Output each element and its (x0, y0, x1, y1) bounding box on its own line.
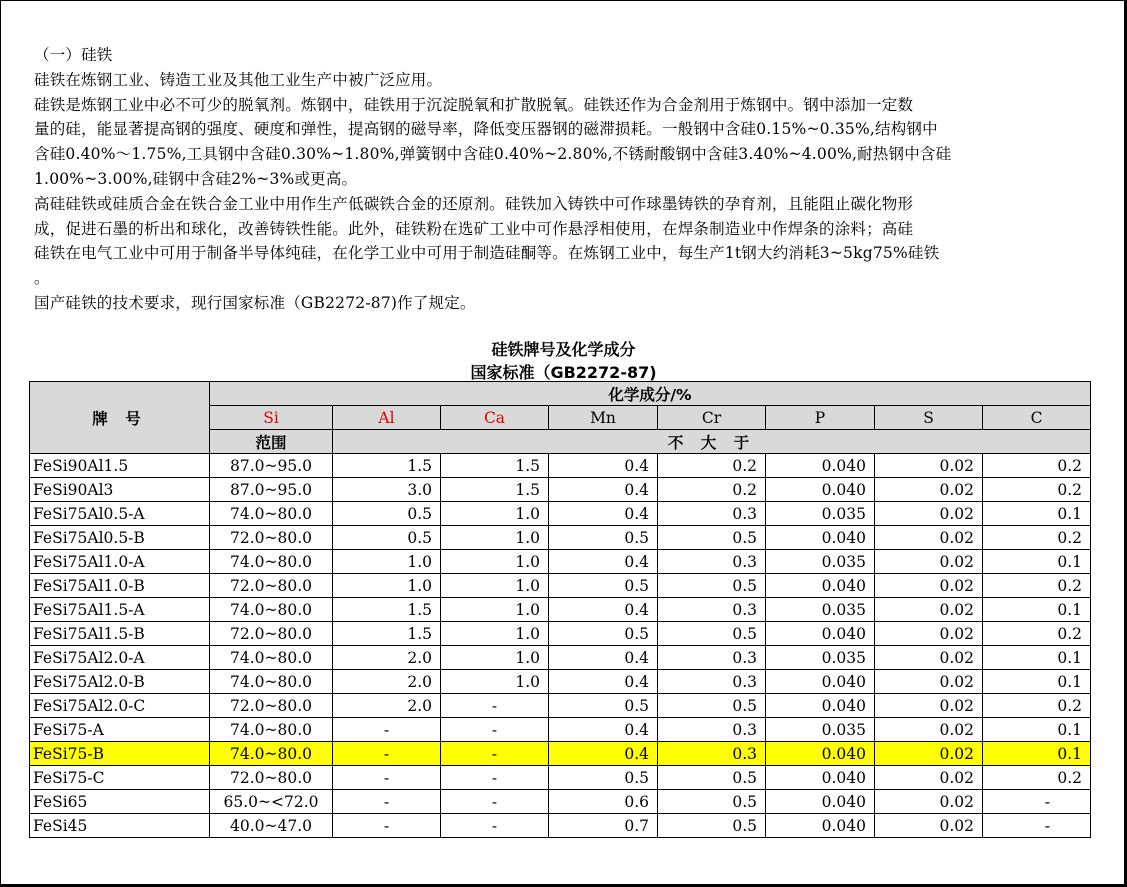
paragraph-line: 高硅硅铁或硅质合金在铁合金工业中用作生产低碳铁合金的还原剂。硅铁加入铸铁中可作球墨铸铁的孕育剂，且能阻止碳化物形 (34, 194, 914, 213)
cr-cell: 0.5 (658, 814, 766, 838)
si-range-cell: 87.0~95.0 (210, 478, 333, 502)
grade-cell: FeSi90Al1.5 (30, 454, 210, 478)
si-range-cell: 74.0~80.0 (210, 502, 333, 526)
s-cell: 0.02 (875, 718, 983, 742)
p-cell: 0.035 (766, 718, 875, 742)
al-cell: 3.0 (333, 478, 441, 502)
paragraph-line: 含硅0.40%～1.75%,工具钢中含硅0.30%~1.80%,弹簧钢中含硅0.40%~2.80%,不锈耐酸钢中含硅3.40%~4.00%,耐热钢中含硅 (34, 145, 952, 164)
ca-cell: 1.0 (441, 598, 549, 622)
paragraph-line: 成，促进石墨的析出和球化，改善铸铁性能。此外，硅铁粉在选矿工业中可作悬浮相使用，在焊条制造业中作焊条的涂料；高硅 (34, 219, 914, 238)
s-cell: 0.02 (875, 646, 983, 670)
paragraph-line: 硅铁在电气工业中可用于制备半导体纯硅，在化学工业中可用于制造硅酮等。在炼钢工业中，每生产1t钢大约消耗3~5kg75%硅铁 (34, 244, 940, 263)
mn-cell: 0.5 (549, 526, 658, 550)
paragraph-line: 硅铁在炼钢工业、铸造工业及其他工业生产中被广泛应用。 (34, 70, 443, 89)
ca-cell: 1.0 (441, 646, 549, 670)
cr-cell: 0.5 (658, 790, 766, 814)
element-header-si: Si (210, 406, 333, 430)
s-cell: 0.02 (875, 454, 983, 478)
al-cell: 2.0 (333, 694, 441, 718)
p-cell: 0.035 (766, 646, 875, 670)
al-cell: 0.5 (333, 526, 441, 550)
grade-cell: FeSi65 (30, 790, 210, 814)
al-cell: 1.5 (333, 598, 441, 622)
p-cell: 0.035 (766, 550, 875, 574)
s-cell: 0.02 (875, 502, 983, 526)
al-cell: 2.0 (333, 670, 441, 694)
si-range-cell: 74.0~80.0 (210, 598, 333, 622)
table-row (30, 814, 1091, 838)
si-range-cell: 87.0~95.0 (210, 454, 333, 478)
cr-cell: 0.5 (658, 694, 766, 718)
grade-cell: FeSi75Al1.5-B (30, 622, 210, 646)
si-range-cell: 40.0~47.0 (210, 814, 333, 838)
grade-cell: FeSi75Al1.0-B (30, 574, 210, 598)
c-cell: 0.2 (983, 454, 1091, 478)
table-title: 硅铁牌号及化学成分 (491, 340, 636, 359)
si-range-cell: 74.0~80.0 (210, 646, 333, 670)
grade-cell: FeSi45 (30, 814, 210, 838)
c-cell: 0.1 (983, 598, 1091, 622)
mn-cell: 0.7 (549, 814, 658, 838)
al-cell: 1.0 (333, 550, 441, 574)
element-header-s: S (875, 406, 983, 430)
c-cell: 0.2 (983, 622, 1091, 646)
c-cell: 0.1 (983, 502, 1091, 526)
grade-cell: FeSi75-B (30, 742, 210, 766)
c-cell: 0.1 (983, 550, 1091, 574)
table-row (30, 718, 1091, 742)
p-cell: 0.040 (766, 670, 875, 694)
ca-cell: 1.0 (441, 526, 549, 550)
mn-cell: 0.5 (549, 766, 658, 790)
s-cell: 0.02 (875, 766, 983, 790)
s-cell: 0.02 (875, 694, 983, 718)
mn-cell: 0.4 (549, 550, 658, 574)
table-row (30, 478, 1091, 502)
cr-cell: 0.2 (658, 454, 766, 478)
table-subtitle: 国家标准（GB2272-87) (470, 363, 657, 382)
cr-cell: 0.3 (658, 742, 766, 766)
table-row (30, 694, 1091, 718)
p-cell: 0.040 (766, 574, 875, 598)
al-cell: 2.0 (333, 646, 441, 670)
c-cell: 0.2 (983, 694, 1091, 718)
cr-cell: 0.3 (658, 646, 766, 670)
grade-header: 牌 号 (30, 382, 210, 454)
al-cell: - (333, 766, 441, 790)
c-cell: 0.2 (983, 478, 1091, 502)
s-cell: 0.02 (875, 478, 983, 502)
cr-cell: 0.3 (658, 502, 766, 526)
ca-cell: - (441, 718, 549, 742)
table-row (30, 790, 1091, 814)
table-row (30, 526, 1091, 550)
table-row (30, 742, 1091, 766)
mn-cell: 0.4 (549, 454, 658, 478)
grade-cell: FeSi75Al2.0-C (30, 694, 210, 718)
mn-cell: 0.4 (549, 646, 658, 670)
table-row (30, 598, 1091, 622)
p-cell: 0.035 (766, 598, 875, 622)
ca-cell: - (441, 790, 549, 814)
table-row (30, 550, 1091, 574)
table-row (30, 766, 1091, 790)
c-cell: - (983, 790, 1091, 814)
mn-cell: 0.4 (549, 598, 658, 622)
grade-cell: FeSi75-A (30, 718, 210, 742)
ca-cell: - (441, 766, 549, 790)
paragraph-line: 硅铁是炼钢工业中必不可少的脱氧剂。炼钢中，硅铁用于沉淀脱氧和扩散脱氧。硅铁还作为合金剂用于炼钢中。钢中添加一定数 (34, 95, 914, 114)
chem-header: 化学成分/% (210, 382, 1091, 406)
al-cell: 0.5 (333, 502, 441, 526)
cr-cell: 0.5 (658, 526, 766, 550)
not-more-header: 不 大 于 (333, 430, 1091, 454)
si-range-cell: 74.0~80.0 (210, 670, 333, 694)
range-header: 范围 (210, 430, 333, 454)
cr-cell: 0.5 (658, 622, 766, 646)
table-row (30, 646, 1091, 670)
s-cell: 0.02 (875, 622, 983, 646)
mn-cell: 0.4 (549, 670, 658, 694)
grade-cell: FeSi75Al2.0-B (30, 670, 210, 694)
c-cell: 0.2 (983, 766, 1091, 790)
si-range-cell: 72.0~80.0 (210, 574, 333, 598)
cr-cell: 0.2 (658, 478, 766, 502)
s-cell: 0.02 (875, 598, 983, 622)
paragraph-line: 。 (34, 269, 50, 288)
al-cell: 1.0 (333, 574, 441, 598)
ca-cell: - (441, 814, 549, 838)
cr-cell: 0.3 (658, 718, 766, 742)
ca-cell: 1.0 (441, 622, 549, 646)
s-cell: 0.02 (875, 526, 983, 550)
cr-cell: 0.3 (658, 598, 766, 622)
ca-cell: 1.5 (441, 478, 549, 502)
si-range-cell: 74.0~80.0 (210, 718, 333, 742)
element-header-c: C (983, 406, 1091, 430)
cr-cell: 0.3 (658, 670, 766, 694)
grade-cell: FeSi75Al1.5-A (30, 598, 210, 622)
mn-cell: 0.5 (549, 694, 658, 718)
mn-cell: 0.6 (549, 790, 658, 814)
table-row (30, 502, 1091, 526)
c-cell: 0.1 (983, 646, 1091, 670)
p-cell: 0.040 (766, 694, 875, 718)
al-cell: - (333, 742, 441, 766)
ca-cell: 1.0 (441, 502, 549, 526)
al-cell: - (333, 790, 441, 814)
mn-cell: 0.5 (549, 622, 658, 646)
ca-cell: - (441, 742, 549, 766)
element-header-ca: Ca (441, 406, 549, 430)
si-range-cell: 72.0~80.0 (210, 526, 333, 550)
grade-cell: FeSi75-C (30, 766, 210, 790)
composition-table (29, 381, 1091, 838)
table-row (30, 454, 1091, 478)
p-cell: 0.040 (766, 790, 875, 814)
c-cell: 0.2 (983, 574, 1091, 598)
mn-cell: 0.4 (549, 478, 658, 502)
ca-cell: 1.0 (441, 670, 549, 694)
si-range-cell: 74.0~80.0 (210, 742, 333, 766)
si-range-cell: 72.0~80.0 (210, 622, 333, 646)
paragraph-line: 量的硅，能显著提高钢的强度、硬度和弹性，提高钢的磁导率，降低变压器钢的磁滞损耗。一般钢中含硅0.15%~0.35%,结构钢中 (34, 120, 938, 139)
mn-cell: 0.4 (549, 742, 658, 766)
ca-cell: 1.0 (441, 574, 549, 598)
table-row (30, 574, 1091, 598)
cr-cell: 0.3 (658, 550, 766, 574)
element-header-cr: Cr (658, 406, 766, 430)
ca-cell: - (441, 694, 549, 718)
document-body (34, 43, 1094, 316)
s-cell: 0.02 (875, 574, 983, 598)
cr-cell: 0.5 (658, 766, 766, 790)
c-cell: - (983, 814, 1091, 838)
ca-cell: 1.0 (441, 550, 549, 574)
al-cell: - (333, 814, 441, 838)
p-cell: 0.040 (766, 526, 875, 550)
table-row (30, 670, 1091, 694)
mn-cell: 0.4 (549, 502, 658, 526)
ca-cell: 1.5 (441, 454, 549, 478)
s-cell: 0.02 (875, 814, 983, 838)
c-cell: 0.1 (983, 742, 1091, 766)
si-range-cell: 65.0~<72.0 (210, 790, 333, 814)
p-cell: 0.040 (766, 454, 875, 478)
s-cell: 0.02 (875, 790, 983, 814)
p-cell: 0.040 (766, 478, 875, 502)
c-cell: 0.1 (983, 718, 1091, 742)
section-heading: （一）硅铁 (34, 46, 113, 64)
s-cell: 0.02 (875, 670, 983, 694)
c-cell: 0.2 (983, 526, 1091, 550)
p-cell: 0.040 (766, 814, 875, 838)
grade-cell: FeSi75Al1.0-A (30, 550, 210, 574)
paragraph-line: 1.00%~3.00%,硅钢中含硅2%~3%或更高。 (34, 169, 358, 188)
s-cell: 0.02 (875, 550, 983, 574)
mn-cell: 0.5 (549, 574, 658, 598)
element-header-mn: Mn (549, 406, 658, 430)
grade-cell: FeSi75Al2.0-A (30, 646, 210, 670)
cr-cell: 0.5 (658, 574, 766, 598)
si-range-cell: 72.0~80.0 (210, 694, 333, 718)
grade-cell: FeSi75Al0.5-A (30, 502, 210, 526)
s-cell: 0.02 (875, 742, 983, 766)
element-header-p: P (766, 406, 875, 430)
mn-cell: 0.4 (549, 718, 658, 742)
si-range-cell: 72.0~80.0 (210, 766, 333, 790)
grade-cell: FeSi75Al0.5-B (30, 526, 210, 550)
p-cell: 0.040 (766, 622, 875, 646)
table-row (30, 622, 1091, 646)
element-header-al: Al (333, 406, 441, 430)
grade-cell: FeSi90Al3 (30, 478, 210, 502)
c-cell: 0.1 (983, 670, 1091, 694)
p-cell: 0.040 (766, 766, 875, 790)
si-range-cell: 74.0~80.0 (210, 550, 333, 574)
al-cell: - (333, 718, 441, 742)
al-cell: 1.5 (333, 454, 441, 478)
al-cell: 1.5 (333, 622, 441, 646)
p-cell: 0.040 (766, 742, 875, 766)
p-cell: 0.035 (766, 502, 875, 526)
paragraph-line: 国产硅铁的技术要求，现行国家标准（GB2272-87)作了规定。 (34, 293, 476, 312)
